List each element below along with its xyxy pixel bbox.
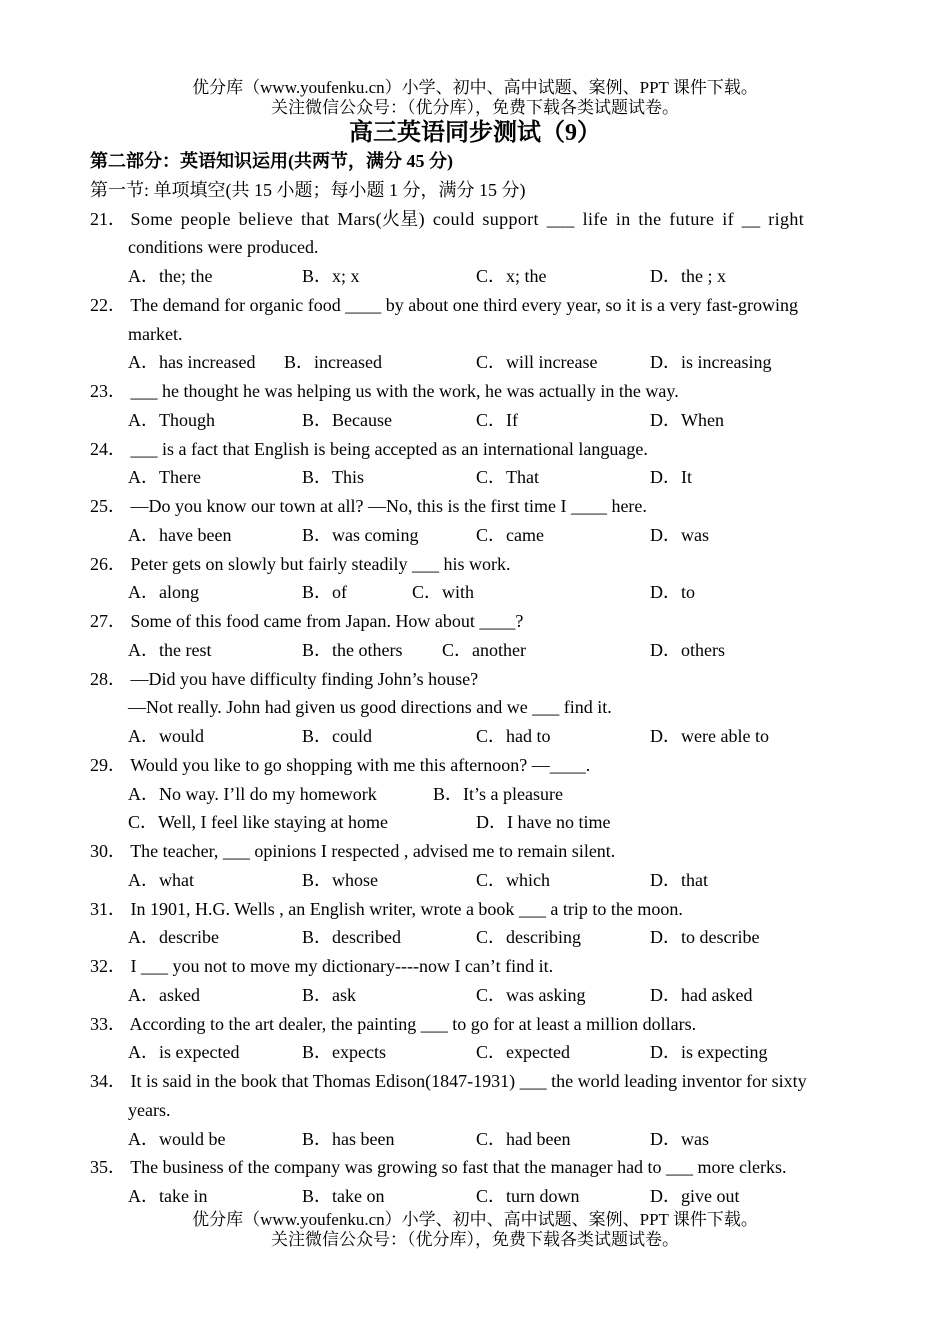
option-b[interactable]: B．increased	[284, 352, 382, 373]
question-number: 33．	[90, 1013, 126, 1034]
option-c[interactable]: C．turn down	[476, 1186, 580, 1206]
option-c[interactable]: C．came	[476, 524, 544, 545]
question-stem	[90, 205, 860, 234]
question-text: I ___ you not to move my dictionary----now I can’t find it.	[130, 956, 554, 976]
question-stem	[90, 1067, 860, 1096]
question-stem	[90, 837, 860, 866]
option-c[interactable]: C．expected	[476, 1042, 570, 1063]
question-options	[90, 923, 860, 952]
option-b[interactable]: B．has been	[302, 1128, 395, 1149]
option-a[interactable]: A．has increased	[128, 352, 256, 373]
question-text: —Do you know our town at all? —No, this is the first time I ____ here.	[130, 496, 647, 516]
question-text: The teacher, ___ opinions I respected , advised me to remain silent.	[130, 841, 616, 861]
option-a[interactable]: A．No way. I’ll do my homework	[128, 783, 377, 804]
option-d[interactable]: D．to describe	[650, 927, 760, 948]
question-text: The demand for organic food ____ by about one third every year, so it is a very fast-growing	[130, 294, 798, 315]
option-d[interactable]: D．is increasing	[650, 352, 772, 373]
question-options	[90, 348, 860, 377]
option-a[interactable]: A．have been	[128, 524, 232, 545]
header-line-2: 关注微信公众号：（优分库），免费下载各类试题试卷。	[271, 98, 679, 117]
question-text: Would you like to go shopping with me this afternoon? —____.	[130, 754, 591, 775]
header-line-1: 优分库（www.youfenku.cn）小学、初中、高中试题、案例、PPT 课件下载。	[192, 78, 758, 97]
option-c[interactable]: C．had been	[476, 1128, 571, 1149]
option-d[interactable]: D．were able to	[650, 726, 769, 746]
page-footer	[0, 1210, 950, 1250]
option-a[interactable]: A．the; the	[128, 266, 213, 286]
part-title: 第二部分：英语知识运用(共两节，满分 45 分)	[90, 151, 453, 171]
option-b[interactable]: B．It’s a pleasure	[433, 783, 563, 804]
question-options	[90, 463, 860, 492]
option-d[interactable]: D．the ; x	[650, 266, 726, 286]
question-stem	[90, 607, 860, 636]
option-d[interactable]: D．was	[650, 524, 709, 545]
question-text: ___ he thought he was helping us with the work, he was actually in the way.	[130, 381, 679, 401]
question-stem	[90, 1153, 860, 1182]
question-number: 24．	[90, 438, 126, 459]
option-c[interactable]: C．describing	[476, 927, 581, 948]
option-c[interactable]: C．was asking	[476, 984, 586, 1005]
question-number: 26．	[90, 553, 126, 574]
option-c[interactable]: C．with	[412, 582, 475, 603]
question-options	[90, 1182, 860, 1211]
question-text: Peter gets on slowly but fairly steadily ___ his work.	[130, 553, 511, 574]
question-number: 28．	[90, 668, 126, 689]
option-d[interactable]: D．was	[650, 1128, 709, 1149]
question-options	[90, 780, 860, 809]
section-title: 第一节: 单项填空(共 15 小题；每小题 1 分，满分 15 分)	[90, 179, 526, 200]
option-c[interactable]: C．had to	[476, 726, 551, 746]
question-options	[90, 262, 860, 291]
question-text-continued: market.	[128, 323, 183, 344]
option-a[interactable]: A．asked	[128, 984, 200, 1005]
option-d[interactable]: D．that	[650, 869, 708, 890]
question-text-continued: conditions were produced.	[128, 237, 319, 258]
question-number: 31．	[90, 898, 126, 919]
question-stem	[90, 291, 860, 320]
option-a[interactable]: A．There	[128, 467, 201, 488]
question-number: 29．	[90, 754, 126, 775]
option-a[interactable]: A．describe	[128, 927, 219, 948]
option-c[interactable]: C．another	[442, 639, 526, 660]
question-text-continued: years.	[128, 1099, 171, 1120]
question-options	[90, 1038, 860, 1067]
option-b[interactable]: B．described	[302, 927, 401, 948]
question-options	[90, 981, 860, 1010]
option-d[interactable]: D．give out	[650, 1186, 740, 1206]
question-stem	[90, 751, 860, 780]
option-b[interactable]: B．take on	[302, 1186, 385, 1206]
footer-line-2: 关注微信公众号：（优分库），免费下载各类试题试卷。	[271, 1230, 679, 1249]
option-a[interactable]: A．is expected	[128, 1042, 240, 1063]
question-text: Some people believe that Mars(火星) could support ___ life in the future if __ right	[130, 208, 805, 229]
question-stem	[90, 1010, 860, 1039]
question-options	[90, 722, 860, 751]
question-number: 22．	[90, 294, 126, 315]
question-options	[90, 636, 860, 665]
question-stem	[90, 665, 860, 694]
question-text: —Did you have difficulty finding John’s house?	[130, 668, 479, 689]
question-text: ___ is a fact that English is being accepted as an international language.	[130, 438, 648, 459]
option-b[interactable]: B．x; x	[302, 266, 360, 286]
question-number: 25．	[90, 496, 126, 516]
option-c[interactable]: C．That	[476, 467, 539, 488]
option-d[interactable]: D．I have no time	[476, 812, 611, 833]
option-b[interactable]: B．This	[302, 467, 365, 488]
option-a[interactable]: A．the rest	[128, 639, 212, 660]
question-text: According to the art dealer, the painting ___ to go for at least a million dollars.	[129, 1013, 697, 1034]
question-stem	[90, 435, 860, 464]
question-number: 23．	[90, 381, 126, 401]
page-title: 高三英语同步测试（9）	[349, 120, 601, 146]
option-c[interactable]: C．which	[476, 869, 550, 890]
option-a[interactable]: A．would be	[128, 1128, 226, 1149]
question-options	[90, 866, 860, 895]
question-text: Some of this food came from Japan. How about ____?	[130, 611, 524, 631]
option-d[interactable]: D．It	[650, 467, 692, 488]
question-stem	[90, 377, 860, 406]
option-b[interactable]: B．whose	[302, 869, 378, 890]
option-a[interactable]: A．what	[128, 869, 194, 890]
option-c[interactable]: C．If	[476, 409, 518, 430]
option-a[interactable]: A．along	[128, 582, 199, 603]
option-b[interactable]: B．could	[302, 726, 372, 746]
question-options	[90, 808, 860, 837]
option-d[interactable]: D．to	[650, 582, 695, 603]
option-b[interactable]: B．of	[302, 582, 347, 603]
question-options	[90, 1125, 860, 1154]
page-header	[0, 78, 950, 118]
question-number: 35．	[90, 1157, 126, 1178]
option-b[interactable]: B．expects	[302, 1042, 386, 1063]
question-options	[90, 578, 860, 607]
option-b[interactable]: B．the others	[302, 639, 403, 660]
question-number: 21．	[90, 208, 126, 229]
question-number: 34．	[90, 1071, 126, 1091]
question-number: 30．	[90, 841, 126, 861]
option-c[interactable]: C．Well, I feel like staying at home	[128, 812, 388, 833]
option-b[interactable]: B．was coming	[302, 524, 419, 545]
question-stem	[90, 492, 860, 521]
option-d[interactable]: D．had asked	[650, 984, 753, 1005]
option-d[interactable]: D．others	[650, 639, 725, 660]
question-text-continued: —Not really. John had given us good directions and we ___ find it.	[128, 697, 612, 718]
question-options	[90, 521, 860, 550]
question-text: In 1901, H.G. Wells , an English writer, wrote a book ___ a trip to the moon.	[130, 898, 683, 919]
option-b[interactable]: B．Because	[302, 409, 392, 430]
question-text: The business of the company was growing so fast that the manager had to ___ more clerks.	[130, 1157, 787, 1178]
option-a[interactable]: A．take in	[128, 1186, 208, 1206]
option-a[interactable]: A．Though	[128, 409, 215, 430]
exam-content	[90, 147, 860, 1211]
question-number: 32．	[90, 956, 126, 976]
option-c[interactable]: C．x; the	[476, 266, 547, 286]
option-b[interactable]: B．ask	[302, 984, 356, 1005]
question-text: It is said in the book that Thomas Edison(1847-1931) ___ the world leading inventor for sixty	[130, 1071, 807, 1091]
option-c[interactable]: C．will increase	[476, 352, 598, 373]
question-stem	[90, 895, 860, 924]
question-number: 27．	[90, 611, 126, 631]
option-a[interactable]: A．would	[128, 726, 204, 746]
question-stem	[90, 952, 860, 981]
option-d[interactable]: D．When	[650, 409, 724, 430]
question-options	[90, 406, 860, 435]
option-d[interactable]: D．is expecting	[650, 1042, 768, 1063]
footer-line-1: 优分库（www.youfenku.cn）小学、初中、高中试题、案例、PPT 课件下载。	[192, 1210, 758, 1229]
question-stem	[90, 550, 860, 579]
